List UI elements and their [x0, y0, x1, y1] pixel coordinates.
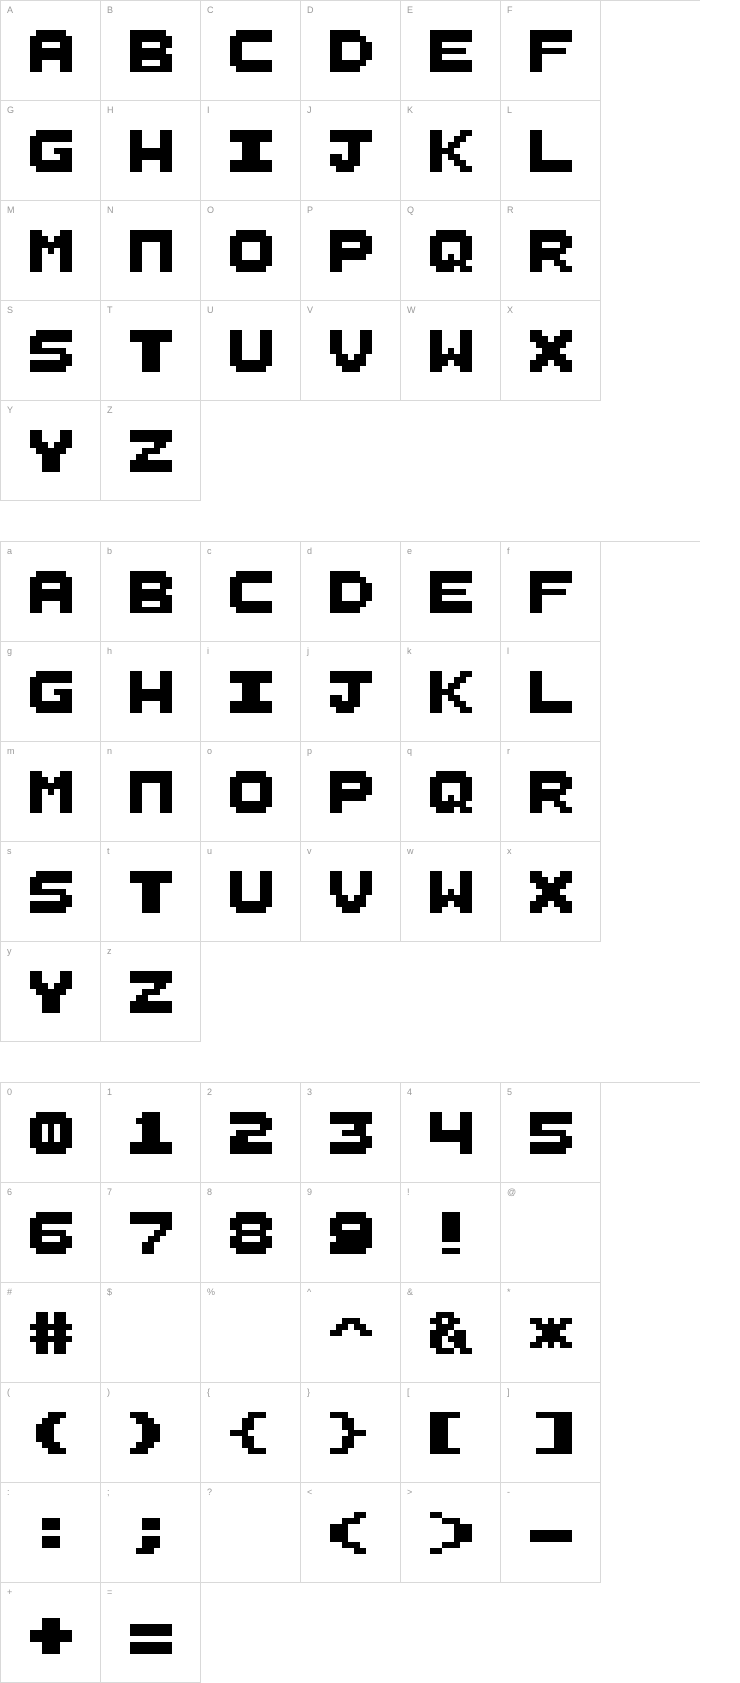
glyph-image: [101, 1283, 200, 1382]
glyph-cell[interactable]: [501, 542, 601, 642]
glyph-image: [301, 1383, 400, 1482]
glyph-grid-lowercase: [0, 541, 700, 1042]
glyph-image: [301, 1183, 400, 1282]
glyph-image: [101, 1583, 200, 1682]
glyph-cell[interactable]: [301, 742, 401, 842]
glyph-image: [201, 542, 300, 641]
glyph-cell[interactable]: [501, 1, 601, 101]
glyph-cell[interactable]: [101, 1283, 201, 1383]
glyph-cell-label: %: [207, 1287, 216, 1297]
glyph-cell[interactable]: [301, 1083, 401, 1183]
glyph-cell[interactable]: [1, 1183, 101, 1283]
glyph-cell[interactable]: [1, 401, 101, 501]
glyph-cell-label: 6: [7, 1187, 13, 1197]
glyph-cell-label: (: [7, 1387, 10, 1397]
glyph-cell[interactable]: [1, 842, 101, 942]
glyph-cell-label: y: [7, 946, 12, 956]
glyph-cell-label: R: [507, 205, 514, 215]
glyph-cell[interactable]: [401, 301, 501, 401]
glyph-image: [401, 201, 500, 300]
glyph-cell[interactable]: [301, 1283, 401, 1383]
glyph-image: [401, 842, 500, 941]
glyph-cell[interactable]: [201, 642, 301, 742]
glyph-cell[interactable]: [1, 1483, 101, 1583]
glyph-cell[interactable]: [1, 201, 101, 301]
glyph-cell[interactable]: [401, 542, 501, 642]
glyph-image: [301, 101, 400, 200]
glyph-cell[interactable]: [201, 1383, 301, 1483]
glyph-cell-label: T: [107, 305, 113, 315]
empty-cell: [301, 401, 401, 501]
glyph-cell[interactable]: [101, 301, 201, 401]
glyph-cell[interactable]: [1, 642, 101, 742]
glyph-cell[interactable]: [301, 1, 401, 101]
glyph-cell[interactable]: [201, 542, 301, 642]
glyph-cell-label: {: [207, 1387, 211, 1397]
glyph-cell-label: t: [107, 846, 110, 856]
glyph-cell[interactable]: [301, 542, 401, 642]
glyph-cell[interactable]: [101, 742, 201, 842]
glyph-image: [301, 642, 400, 741]
glyph-cell-label: i: [207, 646, 209, 656]
empty-cell: [401, 1583, 501, 1683]
glyph-cell[interactable]: [201, 1483, 301, 1583]
glyph-cell[interactable]: [401, 842, 501, 942]
glyph-cell-label: O: [207, 205, 215, 215]
glyph-cell[interactable]: [501, 1183, 601, 1283]
glyph-cell-label: ?: [207, 1487, 213, 1497]
glyph-image: [501, 642, 600, 741]
glyph-image: [101, 742, 200, 841]
glyph-cell[interactable]: [101, 942, 201, 1042]
glyph-image: [401, 101, 500, 200]
glyph-image: [101, 942, 200, 1041]
glyph-image: [201, 201, 300, 300]
glyph-cell[interactable]: [401, 1283, 501, 1383]
glyph-cell[interactable]: [201, 842, 301, 942]
glyph-cell-label: A: [7, 5, 14, 15]
glyph-cell-label: @: [507, 1187, 517, 1197]
section-gap: [0, 501, 740, 541]
glyph-cell[interactable]: [201, 201, 301, 301]
glyph-cell-label: X: [507, 305, 514, 315]
glyph-cell[interactable]: [101, 401, 201, 501]
glyph-image: [1, 1183, 100, 1282]
glyph-cell[interactable]: [301, 842, 401, 942]
glyph-cell-label: v: [307, 846, 312, 856]
glyph-image: [101, 101, 200, 200]
glyph-cell-label: *: [507, 1287, 511, 1297]
glyph-image: [401, 1283, 500, 1382]
glyph-cell-label: C: [207, 5, 214, 15]
glyph-cell-label: F: [507, 5, 513, 15]
glyph-image: [501, 842, 600, 941]
glyph-cell-label: M: [7, 205, 15, 215]
glyph-cell[interactable]: [301, 201, 401, 301]
glyph-cell[interactable]: [1, 101, 101, 201]
glyph-grid-uppercase: [0, 0, 700, 501]
glyph-image: [301, 742, 400, 841]
glyph-cell[interactable]: [501, 201, 601, 301]
glyph-cell-label: h: [107, 646, 113, 656]
glyph-image: [301, 201, 400, 300]
glyph-cell-label: Q: [407, 205, 415, 215]
glyph-cell[interactable]: [101, 1383, 201, 1483]
glyph-cell[interactable]: [201, 1183, 301, 1283]
glyph-cell[interactable]: [101, 1483, 201, 1583]
glyph-cell-label: w: [407, 846, 414, 856]
glyph-cell[interactable]: [101, 842, 201, 942]
glyph-image: [501, 1183, 600, 1282]
glyph-image: [201, 301, 300, 400]
glyph-image: [401, 542, 500, 641]
glyph-image: [301, 1083, 400, 1182]
glyph-image: [101, 1183, 200, 1282]
glyph-cell[interactable]: [201, 301, 301, 401]
glyph-cell-label: N: [107, 205, 114, 215]
glyph-cell[interactable]: [501, 1383, 601, 1483]
glyph-cell[interactable]: [301, 101, 401, 201]
glyph-image: [201, 1, 300, 100]
glyph-image: [1, 1483, 100, 1582]
glyph-cell[interactable]: [401, 1183, 501, 1283]
glyph-cell[interactable]: [1, 542, 101, 642]
glyph-image: [301, 1283, 400, 1382]
glyph-cell[interactable]: [1, 742, 101, 842]
glyph-image: [1, 301, 100, 400]
glyph-cell[interactable]: [501, 101, 601, 201]
glyph-image: [501, 1483, 600, 1582]
glyph-cell-label: $: [107, 1287, 113, 1297]
glyph-cell-label: }: [307, 1387, 311, 1397]
glyph-image: [401, 1183, 500, 1282]
glyph-cell-label: x: [507, 846, 512, 856]
glyph-image: [201, 1083, 300, 1182]
empty-cell: [301, 942, 401, 1042]
glyph-image: [201, 842, 300, 941]
glyph-cell-label: L: [507, 105, 513, 115]
glyph-cell-label: q: [407, 746, 413, 756]
glyph-cell[interactable]: [101, 1583, 201, 1683]
glyph-cell-label: I: [207, 105, 210, 115]
glyph-image: [101, 642, 200, 741]
glyph-cell-label: 4: [407, 1087, 413, 1097]
glyph-image: [501, 101, 600, 200]
glyph-cell-label: !: [407, 1187, 410, 1197]
glyph-cell-label: 1: [107, 1087, 113, 1097]
glyph-cell-label: =: [107, 1587, 113, 1597]
glyph-cell[interactable]: [1, 1283, 101, 1383]
glyph-image: [1, 1383, 100, 1482]
glyph-cell-label: V: [307, 305, 314, 315]
glyph-cell[interactable]: [101, 101, 201, 201]
glyph-image: [201, 1283, 300, 1382]
glyph-cell[interactable]: [401, 742, 501, 842]
glyph-image: [101, 401, 200, 500]
glyph-image: [501, 1283, 600, 1382]
glyph-cell-label: D: [307, 5, 314, 15]
glyph-image: [201, 1383, 300, 1482]
glyph-image: [201, 1483, 300, 1582]
glyph-cell[interactable]: [301, 1483, 401, 1583]
glyph-cell-label: l: [507, 646, 509, 656]
glyph-image: [201, 1183, 300, 1282]
glyph-cell-label: H: [107, 105, 114, 115]
glyph-image: [1, 401, 100, 500]
glyph-cell[interactable]: [301, 1183, 401, 1283]
glyph-image: [1, 1583, 100, 1682]
glyph-cell[interactable]: [401, 101, 501, 201]
empty-cell: [201, 1583, 301, 1683]
glyph-cell[interactable]: [301, 642, 401, 742]
glyph-cell-label: ): [107, 1387, 110, 1397]
glyph-cell[interactable]: [101, 542, 201, 642]
glyph-image: [201, 101, 300, 200]
glyph-image: [501, 1, 600, 100]
glyph-cell-label: 2: [207, 1087, 213, 1097]
glyph-cell-label: z: [107, 946, 112, 956]
glyph-cell[interactable]: [201, 742, 301, 842]
glyph-cell-label: <: [307, 1487, 313, 1497]
glyph-cell[interactable]: [101, 1183, 201, 1283]
glyph-grid-digits-and-symbols: [0, 1082, 700, 1683]
glyph-cell-label: a: [7, 546, 13, 556]
glyph-cell[interactable]: [501, 1283, 601, 1383]
glyph-image: [501, 1383, 600, 1482]
glyph-cell-label: >: [407, 1487, 413, 1497]
glyph-image: [401, 742, 500, 841]
glyph-cell-label: o: [207, 746, 213, 756]
glyph-image: [501, 1083, 600, 1182]
glyph-cell-label: m: [7, 746, 15, 756]
glyph-cell-label: d: [307, 546, 313, 556]
glyph-cell-label: ]: [507, 1387, 510, 1397]
glyph-cell[interactable]: [1, 301, 101, 401]
glyph-cell-label: 5: [507, 1087, 513, 1097]
glyph-image: [1, 942, 100, 1041]
glyph-image: [401, 1483, 500, 1582]
glyph-image: [1, 1083, 100, 1182]
glyph-image: [101, 201, 200, 300]
glyph-cell[interactable]: [101, 1083, 201, 1183]
glyph-image: [301, 1483, 400, 1582]
glyph-cell-label: [: [407, 1387, 410, 1397]
glyph-image: [301, 842, 400, 941]
glyph-cell[interactable]: [501, 742, 601, 842]
glyph-image: [101, 1483, 200, 1582]
glyph-image: [1, 542, 100, 641]
glyph-cell[interactable]: [401, 201, 501, 301]
glyph-cell[interactable]: [201, 1083, 301, 1183]
glyph-cell[interactable]: [1, 1, 101, 101]
glyph-image: [401, 1, 500, 100]
glyph-image: [1, 201, 100, 300]
glyph-cell[interactable]: [201, 1283, 301, 1383]
glyph-image: [401, 642, 500, 741]
empty-cell: [201, 942, 301, 1042]
glyph-cell-label: c: [207, 546, 212, 556]
glyph-image: [301, 542, 400, 641]
glyph-cell-label: 7: [107, 1187, 113, 1197]
glyph-cell-label: 9: [307, 1187, 313, 1197]
glyph-image: [101, 842, 200, 941]
glyph-cell[interactable]: [501, 642, 601, 742]
glyph-cell[interactable]: [1, 942, 101, 1042]
glyph-cell-label: W: [407, 305, 416, 315]
glyph-cell-label: S: [7, 305, 14, 315]
glyph-image: [1, 842, 100, 941]
glyph-cell[interactable]: [401, 1083, 501, 1183]
glyph-image: [101, 1, 200, 100]
glyph-cell-label: b: [107, 546, 113, 556]
glyph-cell[interactable]: [401, 642, 501, 742]
glyph-cell-label: -: [507, 1487, 510, 1497]
glyph-cell[interactable]: [201, 1, 301, 101]
glyph-cell[interactable]: [401, 1, 501, 101]
glyph-cell-label: ;: [107, 1487, 110, 1497]
glyph-image: [501, 742, 600, 841]
glyph-image: [201, 642, 300, 741]
glyph-cell-label: g: [7, 646, 13, 656]
glyph-cell[interactable]: [201, 101, 301, 201]
glyph-image: [501, 201, 600, 300]
glyph-cell-label: U: [207, 305, 214, 315]
glyph-cell[interactable]: [1, 1083, 101, 1183]
glyph-cell-label: s: [7, 846, 12, 856]
glyph-cell[interactable]: [101, 1, 201, 101]
glyph-cell-label: 3: [307, 1087, 313, 1097]
glyph-cell[interactable]: [1, 1583, 101, 1683]
glyph-cell-label: 8: [207, 1187, 213, 1197]
glyph-image: [1, 742, 100, 841]
glyph-cell-label: +: [7, 1587, 13, 1597]
glyph-cell[interactable]: [501, 1483, 601, 1583]
glyph-cell-label: 0: [7, 1087, 13, 1097]
glyph-image: [201, 742, 300, 841]
glyph-cell-label: K: [407, 105, 414, 115]
glyph-cell-label: J: [307, 105, 312, 115]
glyph-image: [301, 1, 400, 100]
glyph-image: [501, 542, 600, 641]
glyph-image: [101, 1083, 200, 1182]
empty-cell: [201, 401, 301, 501]
glyph-cell-label: e: [407, 546, 413, 556]
section-gap: [0, 1042, 740, 1082]
glyph-cell[interactable]: [501, 1083, 601, 1183]
glyph-image: [401, 1083, 500, 1182]
glyph-image: [1, 642, 100, 741]
glyph-cell-label: ^: [307, 1287, 312, 1297]
glyph-cell-label: :: [7, 1487, 10, 1497]
glyph-cell[interactable]: [101, 201, 201, 301]
glyph-cell-label: B: [107, 5, 114, 15]
glyph-cell-label: P: [307, 205, 314, 215]
glyph-cell[interactable]: [401, 1383, 501, 1483]
glyph-image: [101, 542, 200, 641]
glyph-image: [1, 1283, 100, 1382]
glyph-cell-label: Z: [107, 405, 113, 415]
glyph-cell[interactable]: [1, 1383, 101, 1483]
glyph-cell-label: j: [307, 646, 309, 656]
glyph-cell-label: f: [507, 546, 510, 556]
glyph-image: [101, 1383, 200, 1482]
glyph-image: [101, 301, 200, 400]
glyph-image: [1, 1, 100, 100]
glyph-cell-label: #: [7, 1287, 13, 1297]
glyph-cell-label: Y: [7, 405, 14, 415]
glyph-cell-label: u: [207, 846, 213, 856]
glyph-image: [1, 101, 100, 200]
glyph-cell-label: n: [107, 746, 113, 756]
glyph-cell[interactable]: [501, 301, 601, 401]
glyph-cell[interactable]: [501, 842, 601, 942]
glyph-image: [301, 301, 400, 400]
glyph-image: [401, 1383, 500, 1482]
glyph-cell-label: E: [407, 5, 414, 15]
glyph-cell[interactable]: [301, 1383, 401, 1483]
glyph-cell-label: &: [407, 1287, 414, 1297]
glyph-image: [501, 301, 600, 400]
glyph-cell[interactable]: [301, 301, 401, 401]
glyph-cell[interactable]: [401, 1483, 501, 1583]
glyph-cell-label: k: [407, 646, 412, 656]
glyph-image: [401, 301, 500, 400]
glyph-cell[interactable]: [101, 642, 201, 742]
glyph-cell-label: p: [307, 746, 313, 756]
glyph-cell-label: G: [7, 105, 15, 115]
glyph-cell-label: r: [507, 746, 510, 756]
empty-cell: [301, 1583, 401, 1683]
